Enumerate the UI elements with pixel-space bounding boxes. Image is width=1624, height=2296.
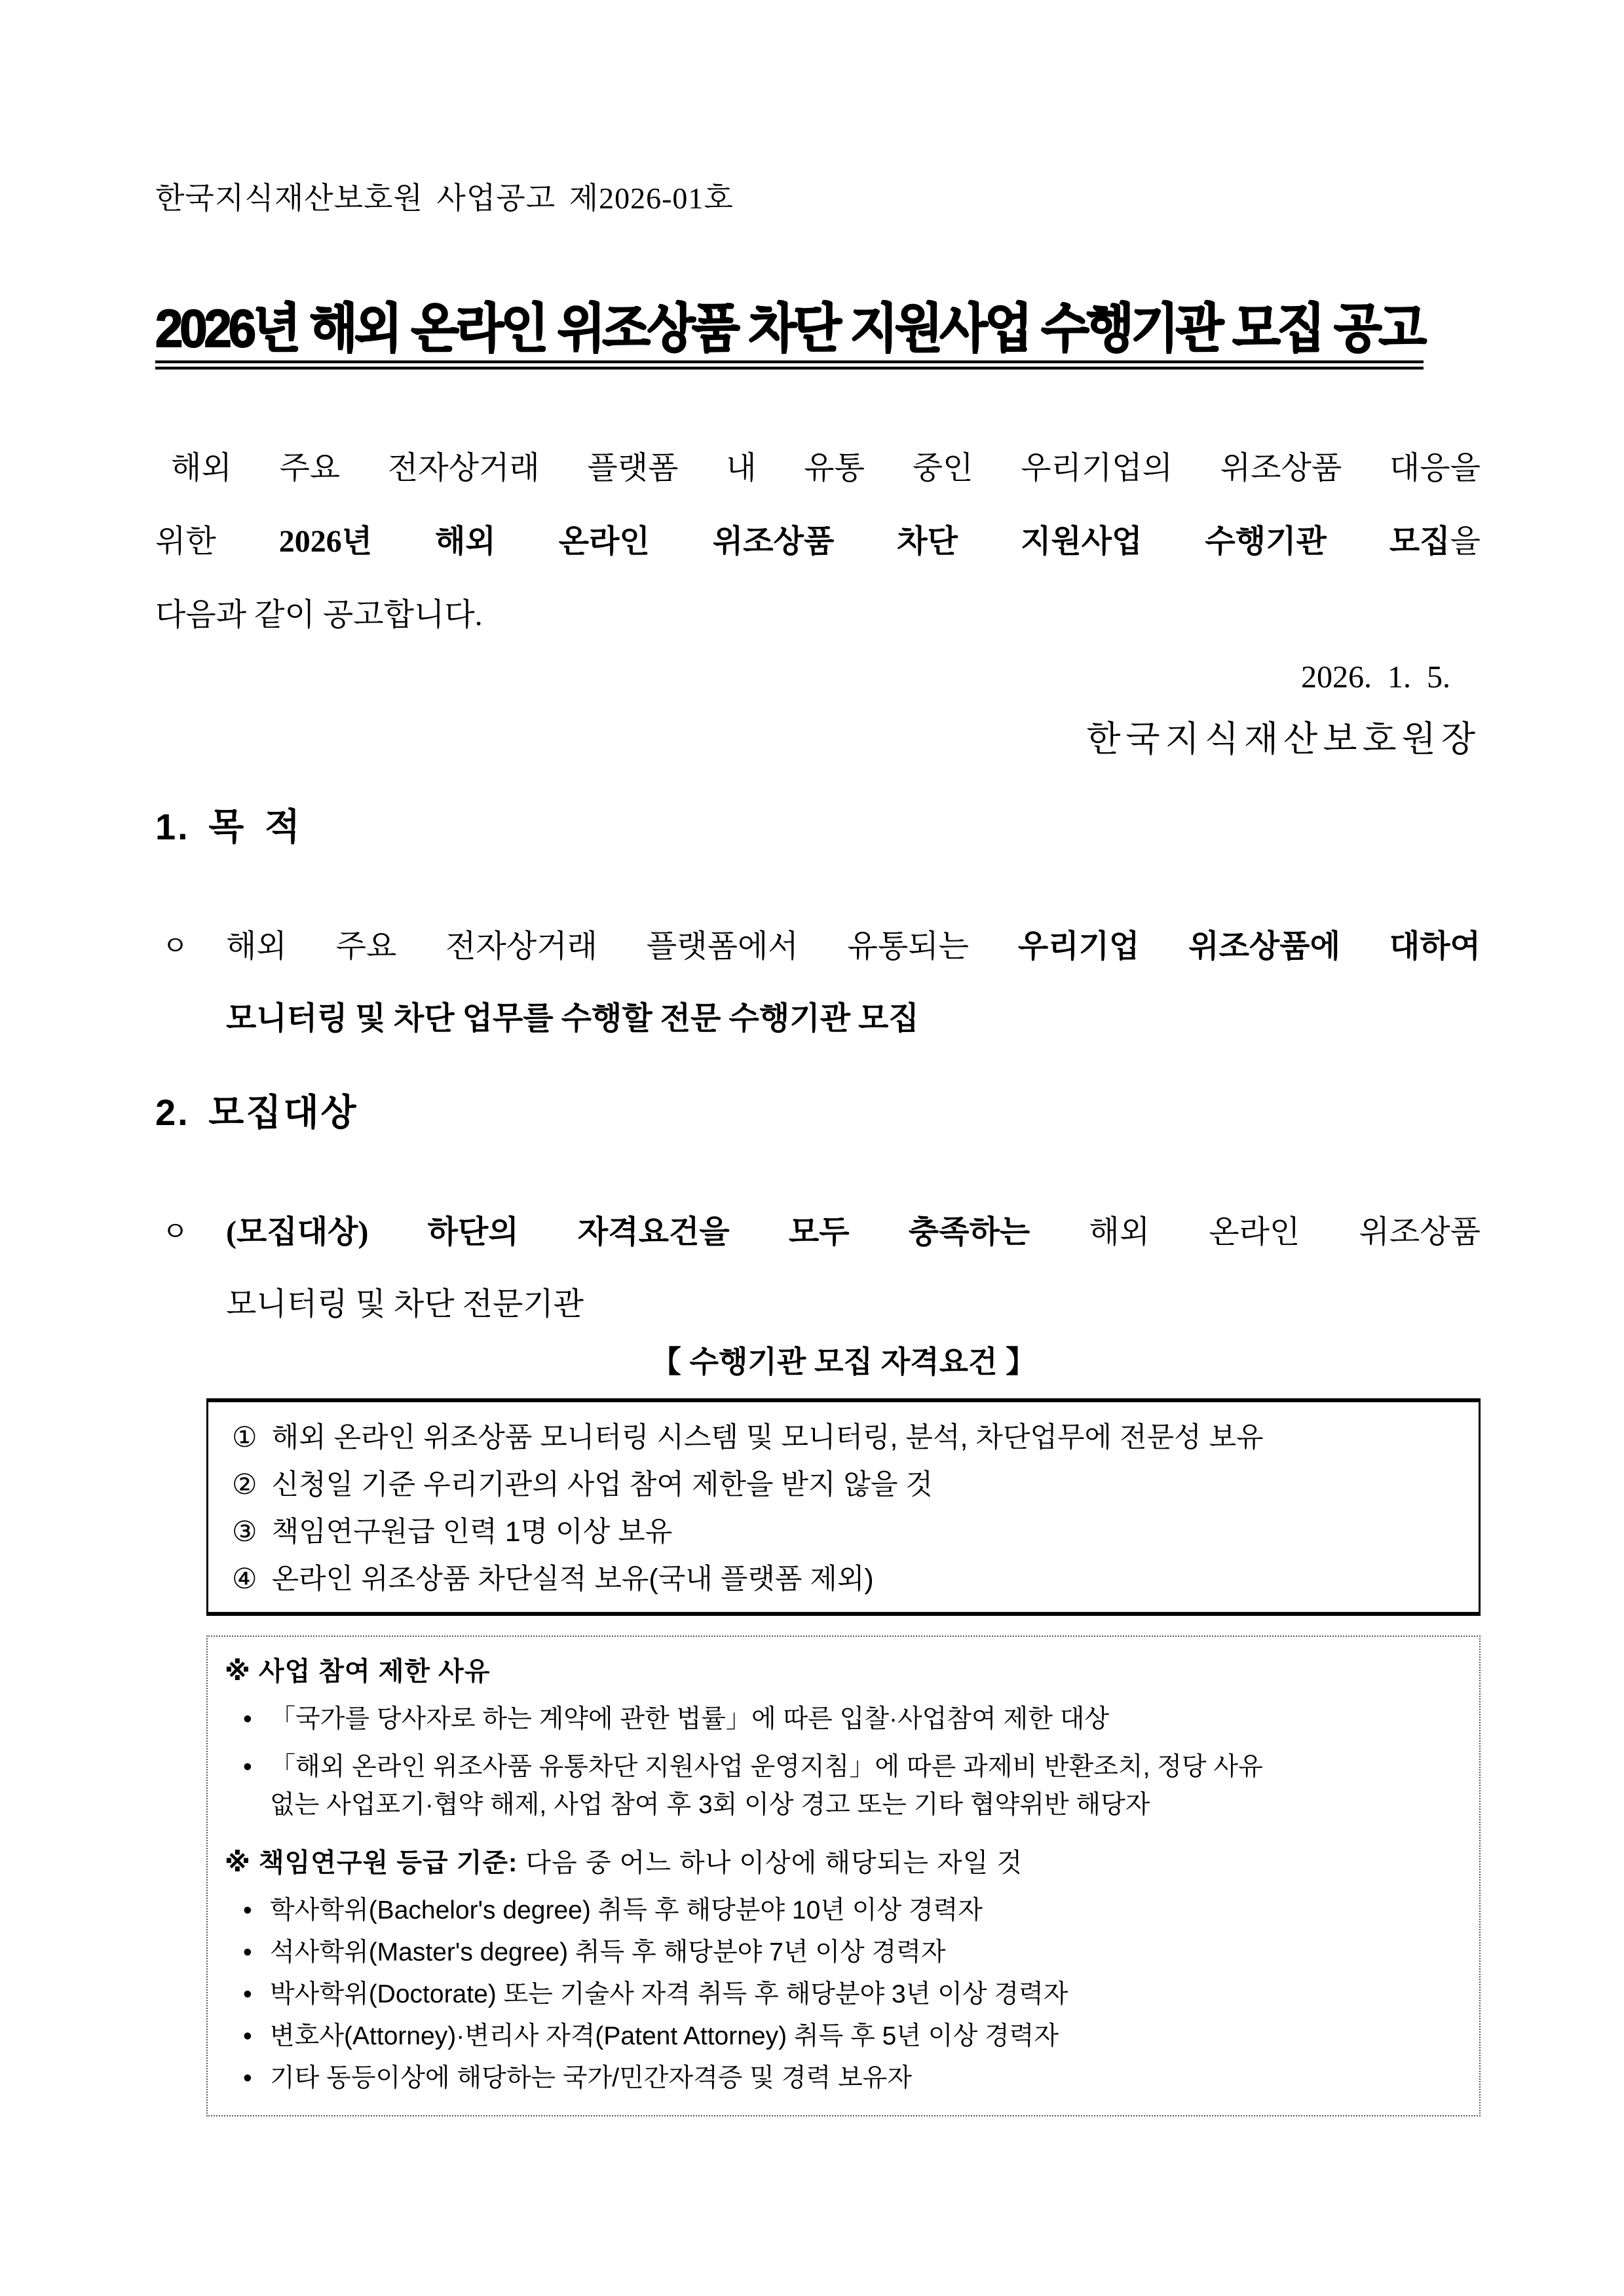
section2-bullet	[155, 1196, 1481, 1341]
grade-bullet-text: 석사학위(Master's degree) 취득 후 해당분야 7년 이상 경력자	[270, 1938, 946, 1966]
restriction-bullet-text-line-1: 「해외 온라인 위조사품 유통차단 지원사업 운영지침」에 따른 과제비 반환조치, 정당 사유	[270, 1753, 1263, 1781]
restriction-bullet	[225, 1748, 1460, 1824]
restrictions-heading-2-regular: 다음 중 어느 하나 이상에 해당되는 자일 것	[518, 1848, 1023, 1877]
section1-line-2: 모니터링 및 차단 업무를 수행할 전문 수행기관 모집	[226, 1001, 919, 1036]
requirement-text: 책임연구원급 인력 1명 이상 보유	[271, 1516, 673, 1548]
grade-bullet	[225, 2016, 1460, 2057]
restriction-bullet-group-1	[225, 1700, 1460, 1824]
title-wrap	[155, 301, 1481, 366]
section1-line-1-regular: 해외 주요 전자상거래 플랫폼에서 유통되는	[226, 929, 1018, 964]
circle-bullet-marker: ㅇ	[162, 932, 189, 962]
grade-bullet	[225, 2057, 1460, 2099]
dot-bullet-marker: •	[243, 1980, 252, 2008]
grade-bullet	[225, 1974, 1460, 2016]
requirement-item	[232, 1556, 1454, 1603]
circled-number-4: ④	[232, 1563, 257, 1595]
section2-line-1-regular: 해외 온라인 위조상품	[1089, 1215, 1481, 1250]
section1-line-1	[226, 911, 1481, 983]
section2-line-1-bold: (모집대상) 하단의 자격요건을 모두 충족하는	[226, 1215, 1089, 1250]
restrictions-heading-2-bold: ※ 책임연구원 등급 기준:	[225, 1848, 518, 1877]
researcher-grade-bullet-group	[225, 1890, 1460, 2099]
grade-bullet	[225, 1890, 1460, 1932]
dot-bullet-marker: •	[243, 1753, 252, 1781]
restrictions-heading-2	[225, 1844, 1460, 1882]
intro-line-2-tail: 을	[1450, 524, 1481, 559]
grade-bullet	[225, 1932, 1460, 1974]
grade-bullet-text: 학사학위(Bachelor's degree) 취득 후 해당분야 10년 이상 경력자	[270, 1896, 983, 1924]
section1-heading: 1. 목 적	[155, 806, 303, 847]
doc-number-line: 한국지식재산보호원 사업공고 제2026-01호	[155, 182, 734, 215]
dot-bullet-marker: •	[243, 1896, 252, 1924]
requirements-box	[206, 1398, 1481, 1616]
requirement-item	[232, 1414, 1454, 1461]
page-title: 2026년 해외 온라인 위조상품 차단 지원사업 수행기관 모집 공고	[155, 301, 1424, 370]
section2-heading: 2. 모집대상	[155, 1092, 358, 1133]
intro-line-3: 다음과 같이 공고합니다.	[155, 598, 483, 632]
dot-bullet-marker: •	[243, 2064, 252, 2092]
circle-bullet-marker: ㅇ	[162, 1217, 189, 1248]
signer: 한국지식재산보호원장	[1086, 719, 1481, 759]
section1-line-1-bold: 우리기업 위조상품에 대하여	[1017, 929, 1481, 964]
intro-line-2-regular: 위한	[155, 524, 279, 559]
intro-paragraph	[155, 432, 1481, 652]
requirement-text: 해외 온라인 위조상품 모니터링 시스템 및 모니터링, 분석, 차단업무에 전문성 보유	[271, 1422, 1264, 1453]
requirement-text: 온라인 위조상품 차단실적 보유(국내 플랫폼 제외)	[271, 1563, 874, 1595]
restrictions-heading-1: ※ 사업 참여 제한 사유	[225, 1657, 491, 1686]
section2-line-1	[226, 1196, 1481, 1269]
intro-line-2	[155, 505, 1481, 579]
requirements-caption: 【 수행기관 모집 자격요건 】	[651, 1345, 1036, 1379]
dot-bullet-marker: •	[243, 2022, 252, 2050]
intro-line-1: 해외 주요 전자상거래 플랫폼 내 유통 중인 우리기업의 위조상품 대응을	[171, 451, 1481, 486]
requirement-item	[232, 1461, 1454, 1508]
intro-line-2-bold: 2026년 해외 온라인 위조상품 차단 지원사업 수행기관 모집	[278, 524, 1450, 559]
requirement-item	[232, 1508, 1454, 1556]
circled-number-1: ①	[232, 1422, 257, 1453]
circled-number-3: ③	[232, 1516, 257, 1548]
dot-bullet-marker: •	[243, 1705, 252, 1733]
dot-bullet-marker: •	[243, 1938, 252, 1966]
section2-line-2: 모니터링 및 차단 전문기관	[226, 1287, 584, 1322]
circled-number-2: ②	[232, 1469, 257, 1501]
announcement-date: 2026. 1. 5.	[1301, 660, 1450, 695]
restriction-bullet-text-line-2: 없는 사업포기·협약 해제, 사업 참여 후 3회 이상 경고 또는 기타 협약위반 해당자	[270, 1791, 1150, 1819]
grade-bullet-text: 변호사(Attorney)·변리사 자격(Patent Attorney) 취득 후 5년 이상 경력자	[270, 2022, 1059, 2050]
restrictions-box	[206, 1636, 1481, 2116]
grade-bullet-text: 기타 동등이상에 해당하는 국가/민간자격증 및 경력 보유자	[270, 2064, 913, 2092]
section1-bullet	[155, 911, 1481, 1055]
restriction-bullet	[225, 1700, 1460, 1738]
restriction-bullet-text: 「국가를 당사자로 하는 계약에 관한 법률」에 따른 입찰·사업참여 제한 대상	[270, 1705, 1110, 1733]
requirement-text: 신청일 기준 우리기관의 사업 참여 제한을 받지 않을 것	[271, 1469, 933, 1501]
grade-bullet-text: 박사학위(Doctorate) 또는 기술사 자격 취득 후 해당분야 3년 이상 경력자	[270, 1980, 1068, 2008]
